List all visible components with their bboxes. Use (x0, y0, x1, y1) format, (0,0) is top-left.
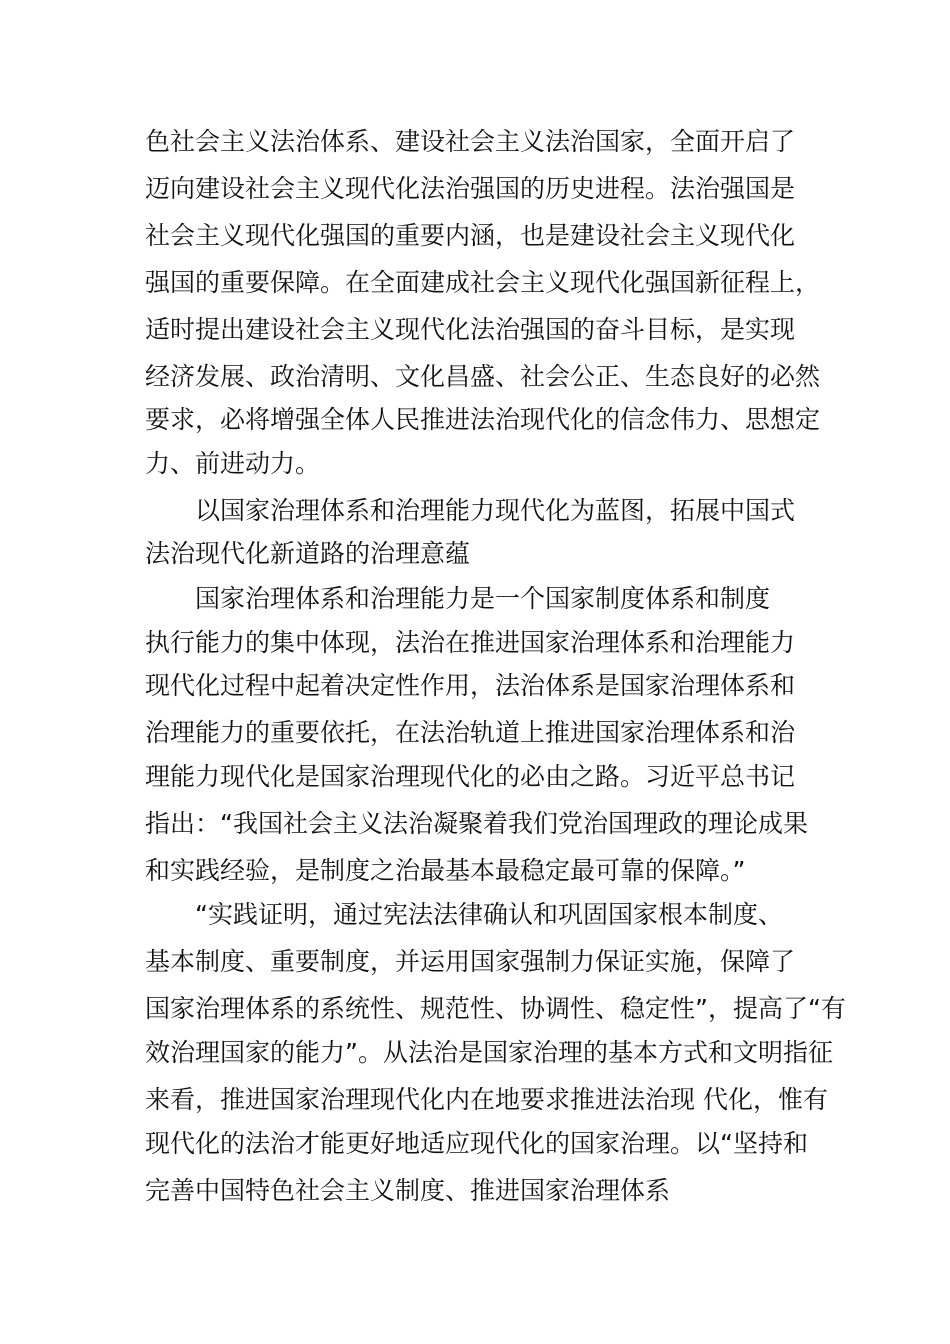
paragraph-line: 治理能力的重要依托，在法治轨道上推进国家治理体系和治 (145, 718, 796, 747)
paragraph-line: 理能力现代化是国家治理现代化的必由之路。习近平总书记 (145, 762, 796, 791)
paragraph-line: 指出：“我国社会主义法治凝聚着我们党治国理政的理论成果 (145, 809, 808, 838)
section-heading-line: 以国家治理体系和治理能力现代化为蓝图，拓展中国式 (195, 496, 796, 525)
paragraph-line: 国家治理体系的系统性、规范性、协调性、稳定性”，提高了“有 (145, 994, 846, 1023)
paragraph-line: 迈向建设社会主义现代化法治强国的历史进程。法治强国是 (145, 174, 796, 203)
paragraph-line: 效治理国家的能力”。从法治是国家治理的基本方式和文明指征 (145, 1038, 833, 1067)
paragraph-line: 经济发展、政治清明、文化昌盛、社会公正、生态良好的必然 (145, 362, 821, 391)
paragraph-line: “实践证明，通过宪法法律确认和巩固国家根本制度、 (195, 900, 783, 929)
paragraph-line: 国家治理体系和治理能力是一个国家制度体系和制度 (195, 584, 771, 613)
paragraph-line: 执行能力的集中体现，法治在推进国家治理体系和治理能力 (145, 628, 796, 657)
paragraph-line: 现代化的法治才能更好地适应现代化的国家治理。以“坚持和 (145, 1129, 808, 1158)
paragraph-line: 基本制度、重要制度，并运用国家强制力保证实施，保障了 (145, 947, 796, 976)
paragraph-line: 色社会主义法治体系、建设社会主义法治国家，全面开启了 (145, 127, 796, 156)
paragraph-line: 完善中国特色社会主义制度、推进国家治理体系 (145, 1176, 671, 1205)
paragraph-line: 来看，推进国家治理现代化内在地要求推进法治现 代化，惟有 (145, 1085, 828, 1114)
paragraph-line: 强国的重要保障。在全面建成社会主义现代化强国新征程上， (145, 268, 821, 297)
section-heading-line: 法治现代化新道路的治理意蕴 (145, 539, 471, 568)
paragraph-line: 力、前进动力。 (145, 449, 321, 478)
paragraph-line: 要求，必将增强全体人民推进法治现代化的信念伟力、思想定 (145, 405, 821, 434)
paragraph-line: 社会主义现代化强国的重要内涵，也是建设社会主义现代化 (145, 221, 796, 250)
paragraph-line: 适时提出建设社会主义现代化法治强国的奋斗目标，是实现 (145, 315, 796, 344)
paragraph-line: 现代化过程中起着决定性作用，法治体系是国家治理体系和 (145, 671, 796, 700)
paragraph-line: 和实践经验，是制度之治最基本最稳定最可靠的保障。” (145, 856, 746, 885)
